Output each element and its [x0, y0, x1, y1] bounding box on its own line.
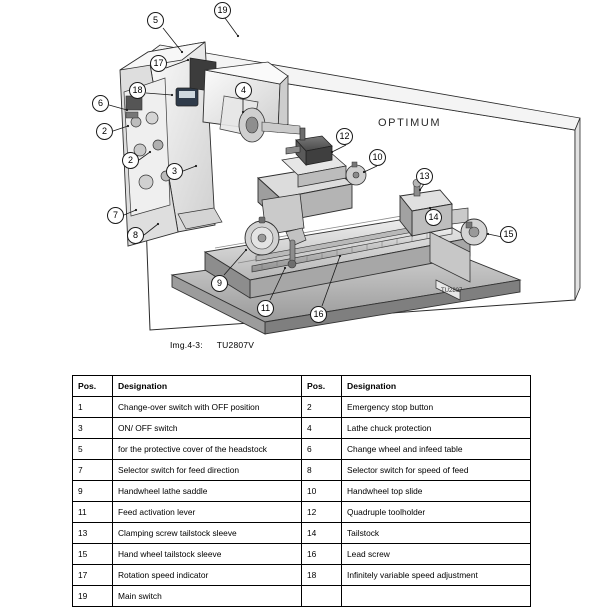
cell-pos: 12	[302, 502, 342, 523]
callout-11: 11	[257, 300, 274, 317]
header-designation-right: Designation	[342, 376, 531, 397]
callout-15: 15	[500, 226, 517, 243]
cell-pos	[302, 586, 342, 607]
callout-14: 14	[425, 209, 442, 226]
cell-pos: 18	[302, 565, 342, 586]
callout-6: 6	[92, 95, 109, 112]
cell-designation: Rotation speed indicator	[113, 565, 302, 586]
cell-designation: Infinitely variable speed adjustment	[342, 565, 531, 586]
figure-caption-text: TU2807V	[216, 340, 255, 350]
cell-designation: Change-over switch with OFF position	[113, 397, 302, 418]
table-row	[73, 523, 531, 544]
table-row	[73, 544, 531, 565]
cell-pos: 6	[302, 439, 342, 460]
callout-7: 7	[107, 207, 124, 224]
table-row	[73, 418, 531, 439]
table-row	[73, 502, 531, 523]
callout-10: 10	[369, 149, 386, 166]
cell-pos: 4	[302, 418, 342, 439]
cell-designation: Feed activation lever	[113, 502, 302, 523]
header-pos-left: Pos.	[73, 376, 113, 397]
table-header-row	[73, 376, 531, 397]
callout-8: 8	[127, 227, 144, 244]
callout-5: 5	[147, 12, 164, 29]
cell-designation	[342, 586, 531, 607]
cell-designation: Handwheel top slide	[342, 481, 531, 502]
cell-pos: 7	[73, 460, 113, 481]
table-row	[73, 397, 531, 418]
cell-pos: 9	[73, 481, 113, 502]
cell-pos: 14	[302, 523, 342, 544]
cell-designation: Selector switch for feed direction	[113, 460, 302, 481]
callout-9: 9	[211, 275, 228, 292]
callout-2a: 2	[96, 123, 113, 140]
cell-pos: 10	[302, 481, 342, 502]
cell-pos: 16	[302, 544, 342, 565]
callout-18: 18	[129, 82, 146, 99]
callout-2b: 2	[122, 152, 139, 169]
callout-13: 13	[416, 168, 433, 185]
cell-designation: for the protective cover of the headstock	[113, 439, 302, 460]
cell-designation: Lead screw	[342, 544, 531, 565]
cell-pos: 1	[73, 397, 113, 418]
callout-3: 3	[166, 163, 183, 180]
legend-table-wrapper	[72, 375, 530, 607]
figure-caption	[170, 340, 254, 350]
cell-designation: Main switch	[113, 586, 302, 607]
cell-designation: Change wheel and infeed table	[342, 439, 531, 460]
callout-16: 16	[310, 306, 327, 323]
cell-pos: 5	[73, 439, 113, 460]
figure-caption-number: Img.4-3:	[170, 340, 203, 350]
cell-pos: 11	[73, 502, 113, 523]
cell-pos: 19	[73, 586, 113, 607]
cell-designation: Selector switch for speed of feed	[342, 460, 531, 481]
callout-12: 12	[336, 128, 353, 145]
table-row	[73, 481, 531, 502]
callout-4: 4	[235, 82, 252, 99]
svg-text:TU2807: TU2807	[441, 288, 463, 294]
cell-designation: Clamping screw tailstock sleeve	[113, 523, 302, 544]
table-row	[73, 586, 531, 607]
table-row	[73, 565, 531, 586]
cell-designation: Emergency stop button	[342, 397, 531, 418]
header-pos-right: Pos.	[302, 376, 342, 397]
callout-17: 17	[150, 55, 167, 72]
cell-pos: 13	[73, 523, 113, 544]
header-designation-left: Designation	[113, 376, 302, 397]
cell-pos: 8	[302, 460, 342, 481]
cell-designation: Hand wheel tailstock sleeve	[113, 544, 302, 565]
cell-pos: 17	[73, 565, 113, 586]
cell-designation: Handwheel lathe saddle	[113, 481, 302, 502]
cell-designation: ON/ OFF switch	[113, 418, 302, 439]
callout-19: 19	[214, 2, 231, 19]
cell-pos: 2	[302, 397, 342, 418]
cell-pos: 15	[73, 544, 113, 565]
table-row	[73, 439, 531, 460]
cell-pos: 3	[73, 418, 113, 439]
cell-designation: Tailstock	[342, 523, 531, 544]
brand-label: OPTIMUM	[378, 117, 442, 129]
table-row	[73, 460, 531, 481]
cell-designation: Quadruple toolholder	[342, 502, 531, 523]
cell-designation: Lathe chuck protection	[342, 418, 531, 439]
legend-table	[72, 375, 531, 607]
